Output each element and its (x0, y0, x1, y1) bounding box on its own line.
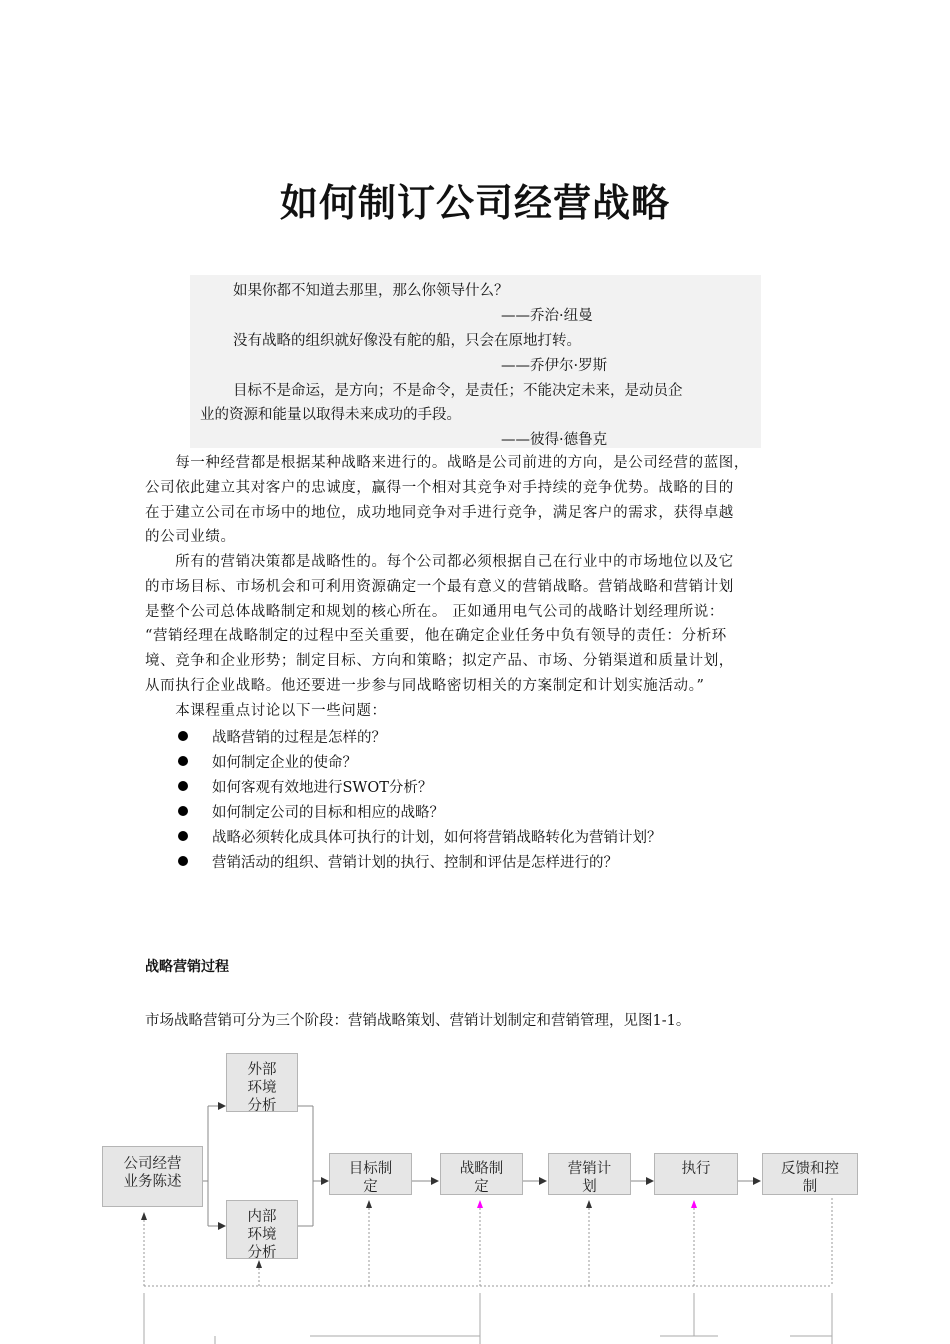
quote-1-author: ——乔治·纽曼 (501, 308, 593, 324)
text-line: 的公司业绩。 (145, 529, 236, 546)
marketing-plan-box: 营销计 划 (548, 1153, 631, 1195)
bullet-item: 如何客观有效地进行SWOT分析？ (178, 776, 432, 797)
bullet-item: 战略必须转化成具体可执行的计划，如何将营销战略转化为营销计划？ (178, 826, 662, 847)
bullet-item: 营销活动的组织、营销计划的执行、控制和评估是怎样进行的？ (178, 851, 618, 872)
up-arrow-icon (586, 1200, 592, 1208)
up-arrow-icon (691, 1200, 697, 1208)
page-title: 如何制订公司经营战略 (279, 180, 670, 225)
company-statement-box: 公司经营 业务陈述 (102, 1146, 203, 1207)
intro-text: 市场战略营销可分为三个阶段：营销战略策划、营销计划制定和营销管理，见图1-1。 (145, 1013, 691, 1029)
text-line: 所有的营销决策都是战略性的。每个公司都必须根据自己在行业中的市场地位以及它 (145, 554, 734, 570)
bullet-item: 战略营销的过程是怎样的？ (178, 726, 386, 747)
text-line: 从而执行企业战略。他还要进一步参与同战略密切相关的方案制定和计划实施活动。” (145, 677, 705, 694)
quote-3-line2: 业的资源和能量以取得未来成功的手段。 (200, 407, 461, 423)
text-line: 在于建立公司在市场中的地位，成功地同竞争对手进行竞争，满足客户的需求，获得卓越 (145, 504, 734, 521)
up-arrow-icon (477, 1200, 483, 1208)
execution-box: 执行 (654, 1153, 738, 1195)
quote-1: 如果你都不知道去那里，那么你领导什么？ (233, 283, 509, 299)
feedback-control-box: 反馈和控 制 (762, 1153, 858, 1195)
text-line: 本课程重点讨论以下一些问题： (145, 702, 387, 719)
bullet-item: 如何制定公司的目标和相应的战略？ (178, 801, 444, 822)
bullet-item: 如何制定企业的使命？ (178, 751, 357, 772)
section-heading: 战略营销过程 (145, 959, 229, 975)
text-line: 公司依此建立其对客户的忠诚度，赢得一个相对其竞争对手持续的竞争优势。战略的目的 (145, 479, 734, 496)
up-arrow-icon (141, 1212, 147, 1220)
up-arrow-icon (366, 1200, 372, 1208)
quote-2: 没有战略的组织就好像没有舵的船，只会在原地打转。 (233, 333, 581, 349)
external-analysis-box: 外部 环境 分析 (226, 1053, 298, 1112)
quote-3-line1: 目标不是命运，是方向；不是命令，是责任；不能决定未来，是动员企 (233, 383, 683, 399)
text-line: 境、竞争和企业形势；制定目标、方向和策略；拟定产品、市场、分销渠道和质量计划， (145, 653, 734, 670)
quote-3-author: ——彼得·德鲁克 (501, 432, 608, 448)
text-line: 每一种经营都是根据某种战略来进行的。战略是公司前进的方向，是公司经营的蓝图， (145, 455, 749, 471)
goal-setting-box: 目标制 定 (329, 1153, 412, 1195)
quote-2-author: ——乔伊尔·罗斯 (501, 358, 608, 374)
text-line: 是整个公司总体战略制定和规划的核心所在。 正如通用电气公司的战略计划经理所说： (145, 603, 725, 620)
text-line: “营销经理在战略制定的过程中至关重要，他在确定企业任务中负有领导的责任：分析环 (145, 628, 727, 645)
text-line: 的市场目标、市场机会和可利用资源确定一个最有意义的营销战略。营销战略和营销计划 (145, 578, 734, 595)
strategy-setting-box: 战略制 定 (440, 1153, 523, 1195)
internal-analysis-box: 内部 环境 分析 (226, 1200, 298, 1259)
